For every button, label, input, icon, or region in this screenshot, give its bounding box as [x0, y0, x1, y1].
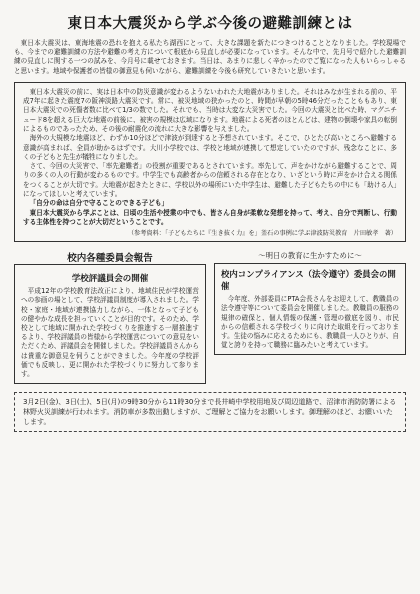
left-column — [14, 250, 206, 384]
quote-highlight — [23, 199, 397, 208]
page-title: 東日本大震災から学ぶ今後の避難訓練とは — [67, 16, 353, 32]
quote-paragraph-2: 海外の大規模な地震ほど、わずか10分ほどで津波が到達すると予想されています。そこで、ひとたび高いところへ避難する意識が高まれば、全員が助かるはずです。大川小学校では、学校と地域が連携して想定していたのですが、残念なことに、多くの子どもと先生が犠牲になりました。 — [23, 134, 397, 161]
quote-paragraph-1: 東日本大震災の前に、実は日本中の防災意識が変わるようないわれた大地震がありました。それはみなが生まれる前の、平成7年に起きた震度7の阪神淡路大震災です。常に、被災地域の狭かったのと、時間が早朝の5時46分だったことももあり、東日本大震災での死傷者数に比べて1/3の数でした。それでも、当時は大変な大災害でした。今回の大震災と比べた時、マグニチュード8を超える巨大な地震の前後に、被害の規模は広域になります。地震による死者のほとんどは、建物の倒壊や家具の転倒によるものであったため、その後の耐震化の流れに大きな影響を与えました。 — [23, 87, 397, 133]
two-column-section — [14, 250, 406, 384]
notice-box — [14, 392, 406, 432]
compliance-box — [214, 263, 406, 355]
right-column — [214, 250, 406, 384]
evaluation-meeting-body: 平成12年の学校教育法改正により、地域住民が学校運営への参画の場として、学校評議員制度が導入されました。学校・家庭・地域が連携協力しながら、一体となって子どもの健やかな成長を担っていくことが目的です。そのため、学校として地域に開かれた学校づくりを推進する一層推進するより、学校評議員の皆様から学校運営についての意見をいただくため、評議員会を開催しました。学校評議員さんからは貴重な御意見を伺うことができました。今年度の学校評価でも反映し、更に開かれた学校づくりに努力して参ります。 — [21, 287, 199, 379]
committee-report-title: 校内各種委員会報告 — [67, 253, 153, 265]
compliance-heading: 校内コンプライアンス（法令遵守）委員会の開催 — [221, 269, 396, 292]
quote-paragraph-4: 東日本大震災から学ぶことは、日頃の生活や授業の中でも、皆さん自身が柔軟な発想を持って、考え、自分で判断し、行動する主体性を持つことが大切だということです。 — [23, 208, 397, 226]
right-column-tagline: ～明日の教育に生かすために～ — [258, 251, 362, 261]
evaluation-meeting-box — [14, 264, 206, 384]
notice-text: 3月2日(金)、3日(土)、5日(月)の9時30分から11時30分まで長井崎中学校用地及び周辺道路で、沼津市消防防署による林野火災訓練が行われます。消防車が多数出動しますが、ご理解とご協力をお願いします。御理解のほど、お願いいたします。 — [23, 398, 397, 427]
quote-highlight-text: 「自分の命は自分で守ることのできる子ども」 — [29, 199, 169, 208]
quote-paragraph-3: さて、今回の大災害で、「率先避難者」の役割が重要であるとされています。率先して、声をかけながら避難することで、周りの多くの人の行動が変わるものです。中学生でも高齢者からの信頼される存在となり、いざという時に声をかけ合える関係をつくることが大切です。大地震が起きたときに、学校以外の場所にいた中学生は、避難した子どもたちの中にも「助ける人」になってほしいと考えています。 — [23, 162, 397, 199]
compliance-body: 今年度、外部委員にPTA会長さんをお迎えして、教職員の法令遵守等について委員会を開催しました。教職員の服務の規律の確保と、個人情報の保護・管理の徹底を図り、市民からの信頼される学校づくりに向けた取組を行っております。生徒の悩みに応えるためにも、教職員一人ひとりが、自覚と誇りを持って職務に臨みたいと考えています。 — [221, 295, 399, 350]
evaluation-meeting-heading: 学校評議員会の開催 — [71, 274, 149, 285]
quote-box — [14, 82, 406, 242]
intro-paragraph: 東日本大震災は、東海地震の恐れを抱える私たち湖西にとって、大きな課題を新たにつきつけることとなりました。学校現場でも、今までの避難訓練の方法や避難の考え方について根底から見直しが必要になっています。そんな中で、先月号で紹介した避難訓練の見直しに関する一つの試みを、今月号に載せておきます。当日は、あまりに悲しく辛かったのでご覧になった人もいらっしゃると思います。地域や保護者の皆様の御意見も伺いながら、避難訓練を今後も研究していきたいと思います。 — [14, 39, 406, 75]
quote-citation: （参考資料：「子どもたちに『生き抜く力』を」釜石の事例に学ぶ津波防災教育 片田敏孝 著） — [127, 230, 397, 238]
